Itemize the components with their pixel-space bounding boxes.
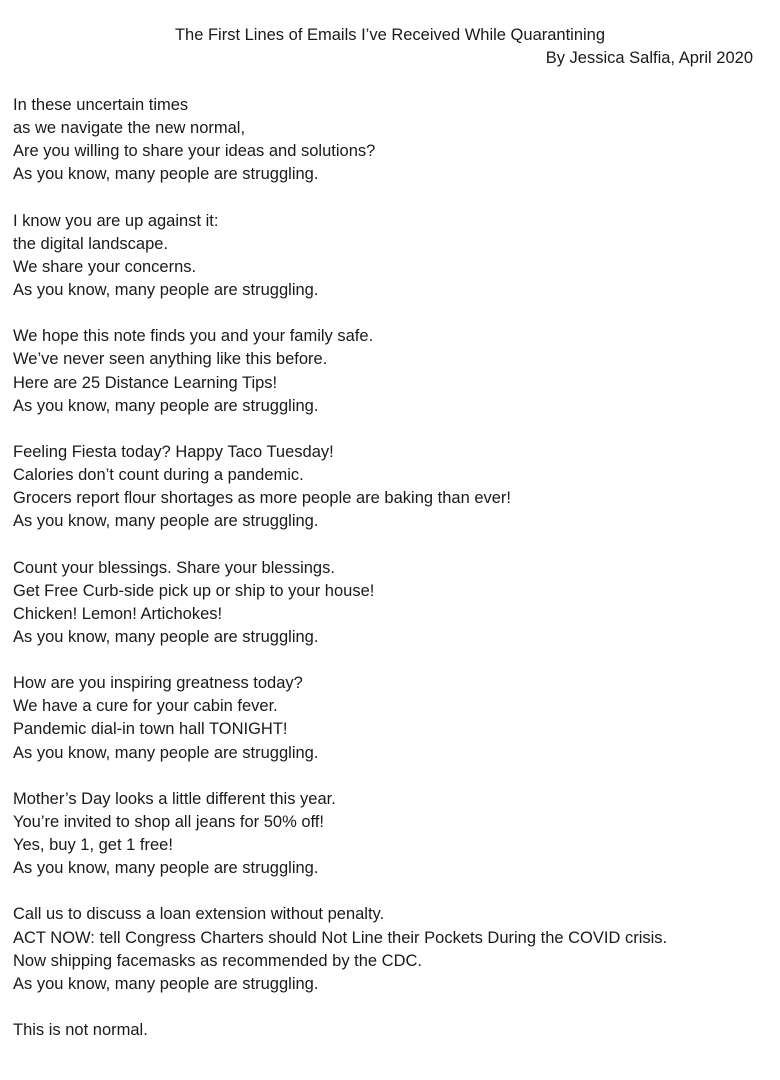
- poem-body: [13, 94, 763, 1065]
- poem-line: We’ve never seen anything like this before.: [13, 350, 328, 369]
- refrain-line: As you know, many people are struggling.: [13, 396, 319, 415]
- refrain-line: As you know, many people are struggling.: [13, 627, 319, 646]
- poem-line: Now shipping facemasks as recommended by the CDC.: [13, 951, 423, 970]
- poem-line: Here are 25 Distance Learning Tips!: [13, 373, 278, 392]
- refrain-line: As you know, many people are struggling.: [13, 743, 319, 762]
- stanza-7: [13, 788, 763, 881]
- stanza-1: [13, 94, 763, 187]
- refrain-line: As you know, many people are struggling.: [13, 512, 319, 531]
- document-title: The First Lines of Emails I’ve Received While Quarantining: [174, 26, 606, 44]
- poem-line: In these uncertain times: [13, 96, 189, 114]
- poem-line: the digital landscape.: [13, 234, 169, 253]
- poem-line: Are you willing to share your ideas and solutions?: [13, 142, 376, 161]
- poem-line: Count your blessings. Share your blessings.: [13, 558, 335, 577]
- poem-line: as we navigate the new normal,: [13, 119, 246, 138]
- poem-line: Call us to discuss a loan extension without penalty.: [13, 905, 385, 924]
- poem-line: Grocers report flour shortages as more people are baking than ever!: [13, 489, 512, 508]
- refrain-line: As you know, many people are struggling.: [13, 165, 319, 184]
- author-byline: By Jessica Salfia, April 2020: [545, 49, 753, 67]
- poem-line: We share your concerns.: [13, 257, 197, 276]
- poem-line: Yes, buy 1, get 1 free!: [13, 836, 173, 855]
- poem-line: Get Free Curb-side pick up or ship to your house!: [13, 581, 375, 600]
- poem-line: Pandemic dial-in town hall TONIGHT!: [13, 720, 288, 739]
- poem-line: We hope this note finds you and your family safe.: [13, 327, 374, 346]
- refrain-line: As you know, many people are struggling.: [13, 974, 319, 993]
- stanza-6: [13, 672, 763, 765]
- stanza-5: [13, 557, 763, 650]
- poem-line: Mother’s Day looks a little different this year.: [13, 789, 336, 808]
- poem-line: How are you inspiring greatness today?: [13, 674, 303, 693]
- stanza-9: [13, 1019, 763, 1042]
- poem-line: We have a cure for your cabin fever.: [13, 697, 278, 716]
- stanza-4: [13, 441, 763, 534]
- stanza-3: [13, 325, 763, 418]
- poem-line: Feeling Fiesta today? Happy Taco Tuesday!: [13, 442, 334, 461]
- closing-line: This is not normal.: [13, 1021, 148, 1039]
- stanza-8: [13, 903, 763, 996]
- poem-line: Chicken! Lemon! Artichokes!: [13, 604, 223, 623]
- refrain-line: As you know, many people are struggling.: [13, 281, 319, 300]
- refrain-line: As you know, many people are struggling.: [13, 859, 319, 878]
- poem-line: ACT NOW: tell Congress Charters should Not Line their Pockets During the COVID crisis.: [13, 928, 668, 947]
- poem-line: Calories don’t count during a pandemic.: [13, 466, 304, 485]
- stanza-2: [13, 210, 763, 303]
- poem-line: You’re invited to shop all jeans for 50% off!: [13, 812, 324, 831]
- poem-line: I know you are up against it:: [13, 211, 219, 230]
